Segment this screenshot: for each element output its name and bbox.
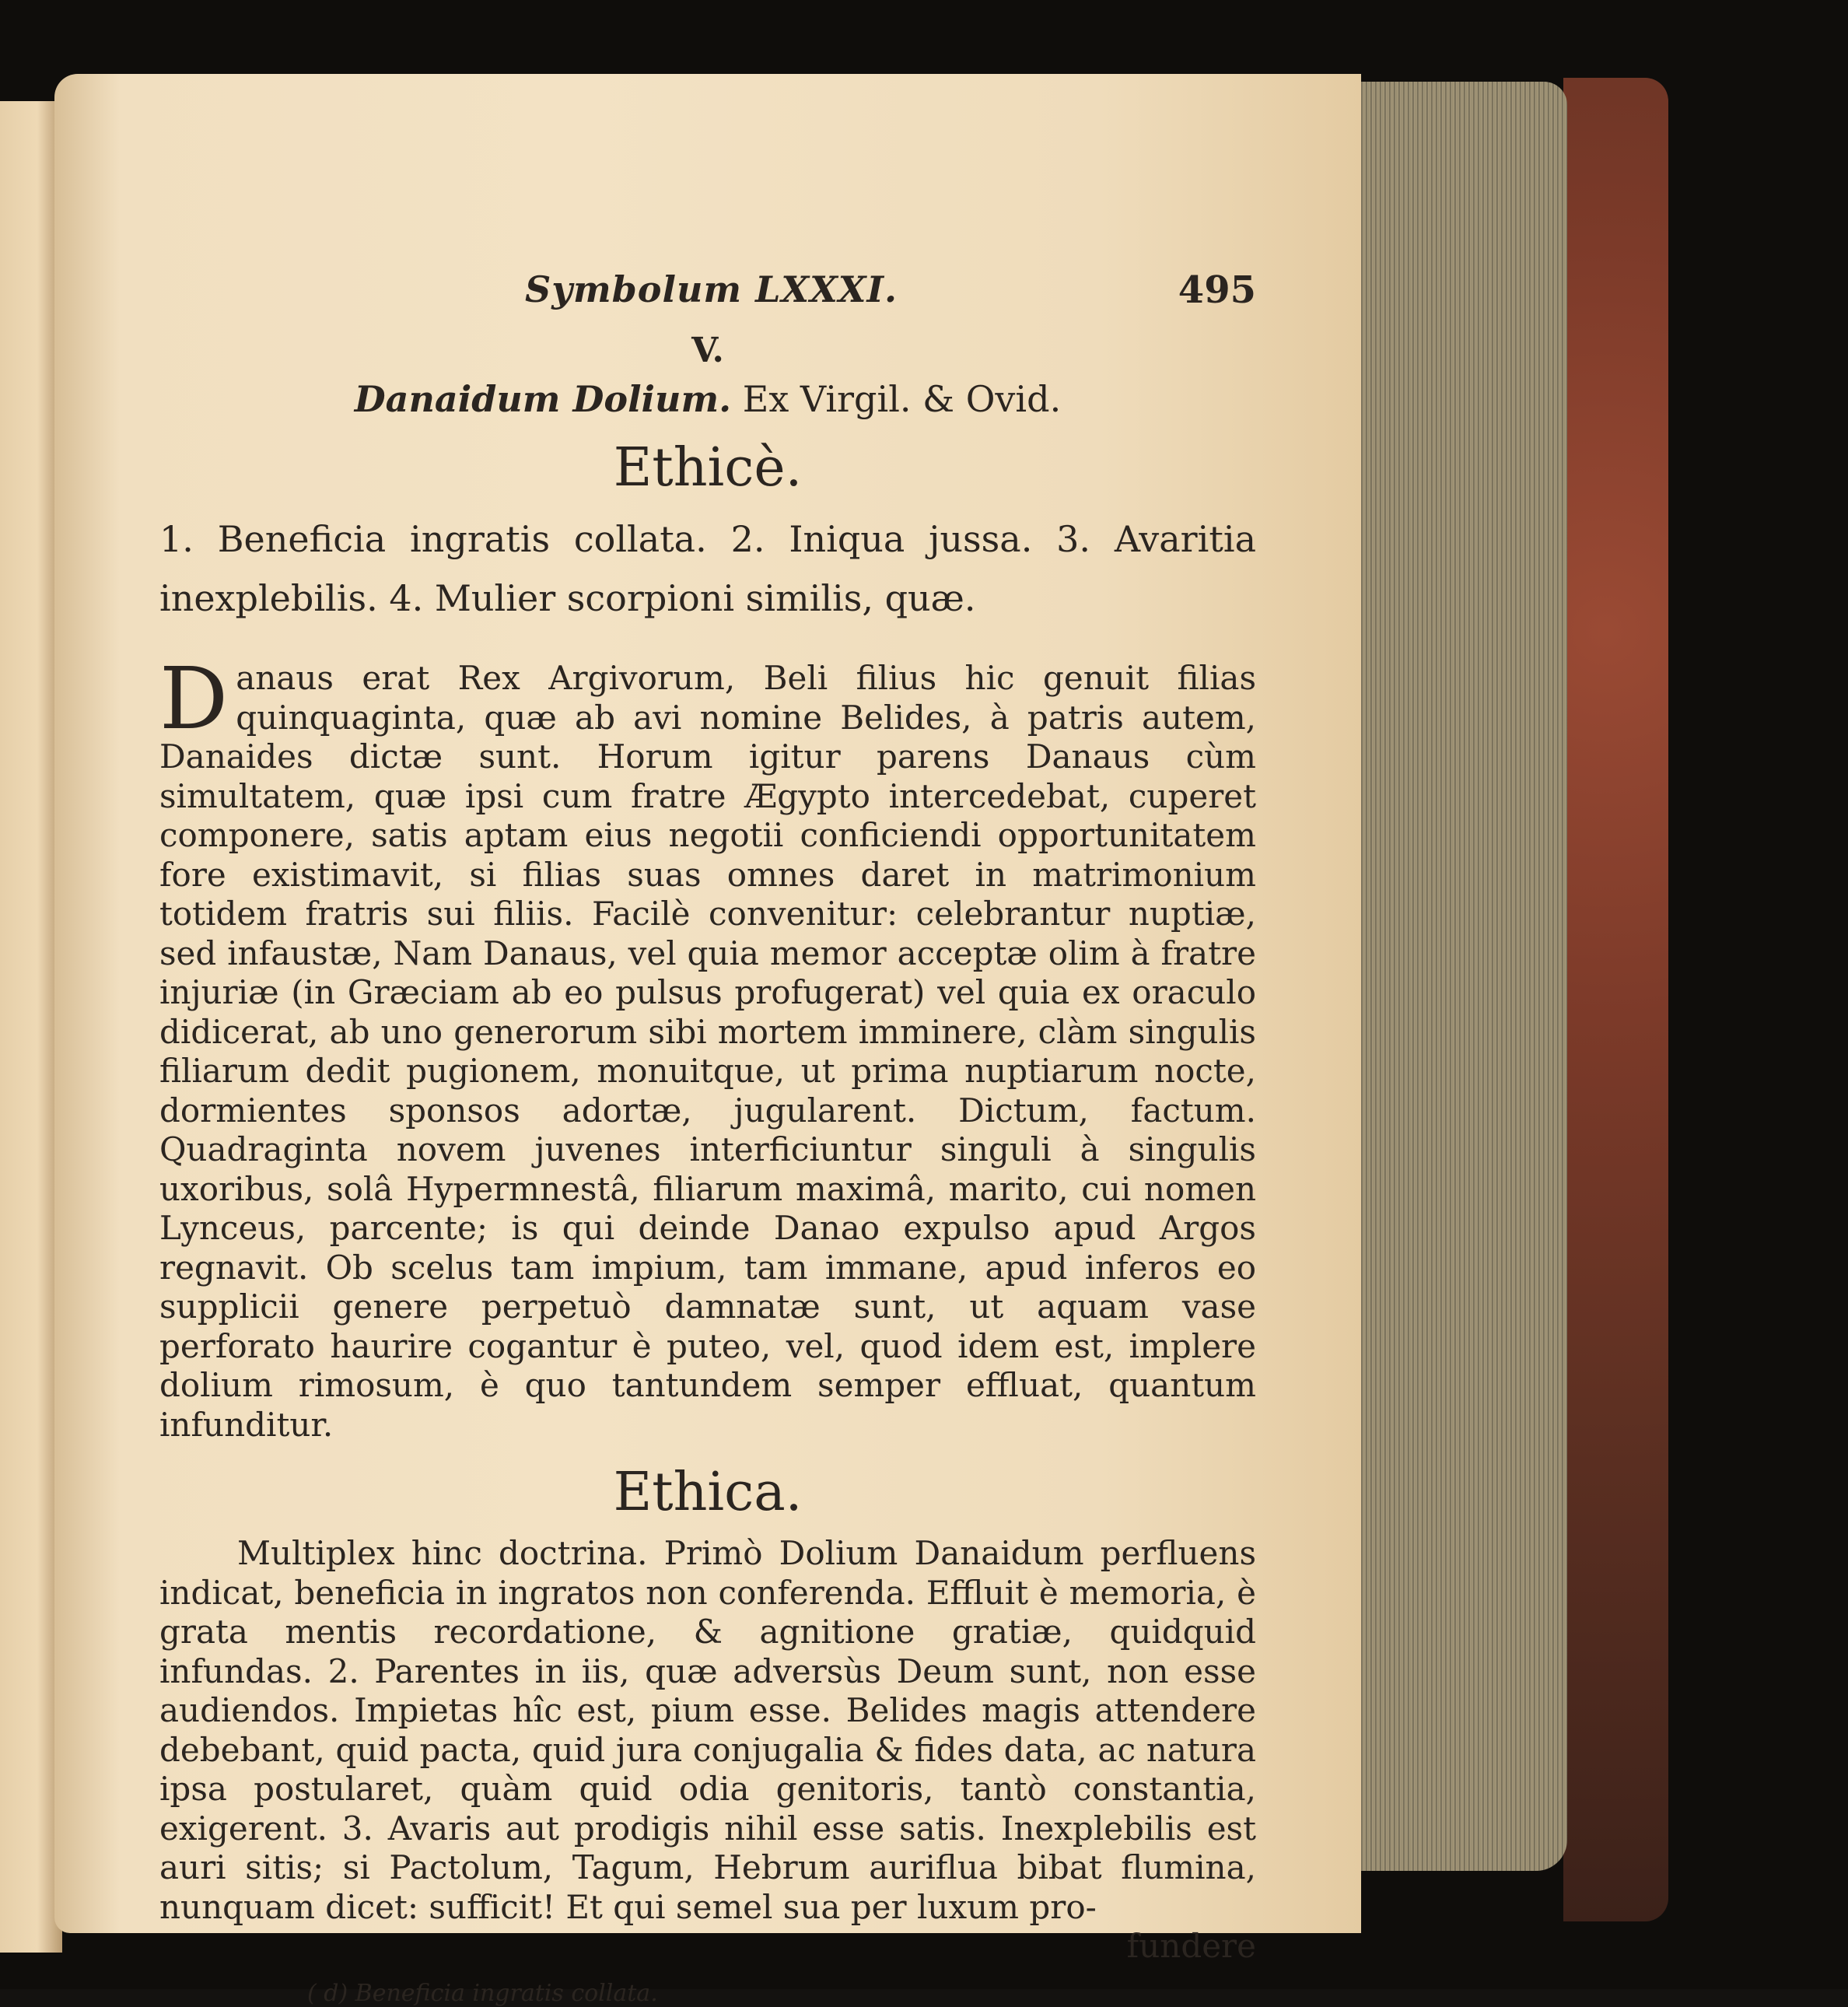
narrative-paragraph [159,649,1256,1445]
text-block [159,268,1256,2007]
catchword: fundere [1126,1927,1256,1965]
running-head [159,268,1256,323]
left-page-edge [0,101,62,1953]
subtitle-italic: Danaidum Dolium. [354,378,732,420]
heading-ethice: Ethicè. [613,437,803,499]
section-number: V. [691,331,724,370]
heading-ethica: Ethica. [613,1462,803,1523]
book-cover [1563,78,1668,1921]
narrative-text: anaus erat Rex Argivorum, Beli filius hic genuit filias quinquaginta, quæ ab avi nomine Belides, à patris autem, Danaides dictæ sunt. Horum igitur parens Danaus cùm simultatem, quæ ipsi cum fratre Ægypto intercedebat, cuperet componere, satis aptam eius negotii conficiendi opportunitatem fore existimavit, si filias suas omnes daret in matrimonium totidem fratris sui filiis. Facilè convenitur: celebrantur nuptiæ, sed infaustæ, Nam Danaus, vel quia memor acceptæ olim à fratre injuriæ (in Græciam ab eo pulsus profugerat) vel quia ex oraculo didicerat, ab uno generorum sibi mortem imminere, clàm singulis filiarum dedit pugionem, monuitque, ut prima nuptiarum nocte, dormientes sponsos adortæ, jugularent. Dictum, factum. Quadraginta novem juvenes interficiuntur singuli à singulis uxoribus, solâ Hypermnestâ, filiarum maximâ, marito, cui nomen Lynceus, parcente; is qui deinde Danao expulso apud Argos regnavit. Ob scelus tam impium, tam immane, apud inferos eo supplicii genere perpetuò damnatæ sunt, ut aquam vase perforato haurire cogantur è puteo, vel, quod idem est, implere dolium rimosum, è quo tantundem semper effluat, quantum infunditur. [159,659,1256,1444]
subtitle-roman: Ex Virgil. & Ovid. [731,378,1062,420]
drop-cap: D [159,649,229,748]
footnote: ( d) Beneficia ingratis collata. [307,1980,658,2007]
book-page [54,74,1361,2007]
ethica-paragraph: Multiplex hinc doctrina. Primò Dolium Danaidum perfluens indicat, beneficia in ingratos non conferenda. Effluit è memoria, è grata mentis recordatione, & agnitione gratiæ, quidquid infundas. 2. Parentes in iis, quæ adversùs Deum sunt, non esse audiendos. Impietas hîc est, pium esse. Belides magis attendere debebant, quid pacta, quid jura conjugalia & fides data, ac natura ipsa postularet, quàm quid odia genitoris, tantò constantia, exigerent. 3. Avaris aut prodigis nihil esse satis. Inexplebilis est auri sitis; si Pactolum, Tagum, Hebrum auriflua bibat flumina, nunquam dicet: sufficit! Et qui semel sua per luxum pro- [159,1534,1256,1926]
subtitle [159,378,1256,420]
page-number: 495 [1178,268,1256,312]
page-block-edge [1349,82,1567,1871]
points-list: 1. Beneficia ingratis collata. 2. Iniqua jussa. 3. Avaritia inexplebilis. 4. Mulier scorpioni similis, quæ. [159,518,1256,619]
running-head-title: Symbolum LXXXI. [525,268,898,310]
